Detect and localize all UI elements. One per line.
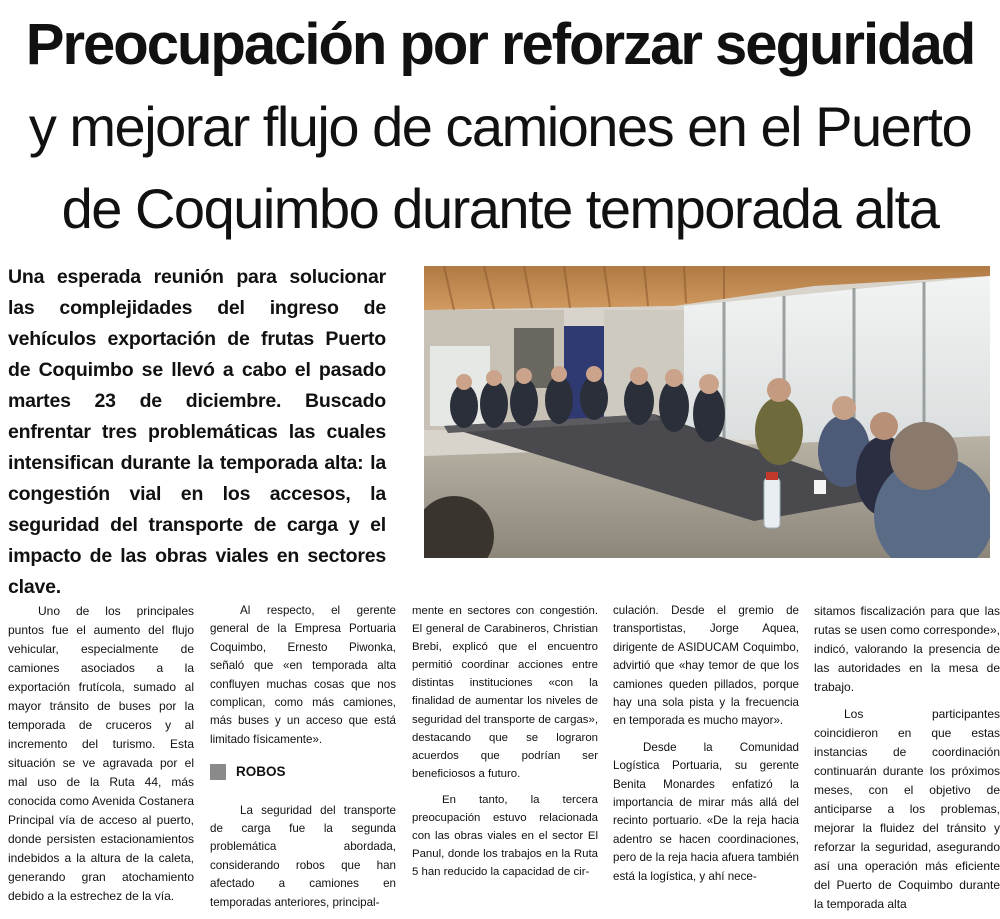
body-paragraph: sitamos fiscalización para que las rutas se usen como corresponde», indicó, valorando la presencia de las autoridades en la mesa de trabajo. [814, 604, 1000, 694]
body-column-3 [412, 602, 598, 881]
headline-line-1: Preocupación por reforzar seguridad [25, 12, 975, 77]
section-subhead [210, 763, 396, 781]
section-subhead-label: ROBOS [236, 764, 286, 780]
body-paragraph: En tanto, la tercera preocupación estuvo relacionada con las obras viales en el sector El Panul, donde los trabajos en la Ruta 5 han reducido la capacidad de cir- [412, 793, 598, 879]
headline-line-3: de Coquimbo durante temporada alta [61, 177, 939, 240]
body-paragraph: Uno de los principales puntos fue el aumento del flujo vehicular, especialmente de camiones asociados a la exportación frutícola, sumado al mayor tránsito de buses por la temporada de cruceros y al incremento del turismo. Esta situación se ve agravada por el mal uso de la Ruta 44, más conocida como Avenida Costanera Principal vía de acceso al puerto, donde persisten estacionamientos indebidos a la altura de la caleta, generando gran atochamiento debido a la estrechez de la vía. [8, 604, 194, 903]
body-paragraph: Desde la Comunidad Logística Portuaria, su gerente Benita Monardes enfatizó la importancia de mirar más allá del recinto portuario. «De la reja hacia adentro se hacen coordinaciones, pero de la reja hacia afuera también está la logística, y ahí nece- [613, 740, 799, 883]
square-bullet-icon [210, 764, 226, 780]
body-paragraph: culación. Desde el gremio de transportistas, Jorge Aquea, dirigente de ASIDUCAM Coquimbo, advirtió que «hay temor de que los camiones queden pillados, porque hay una sola pista y la frecuencia en temporada es mucho mayor». [613, 604, 799, 728]
body-column-2 [210, 602, 396, 912]
body-paragraph: Los participantes coincidieron en que estas instancias de coordinación continuarán durante los próximos meses, con el objetivo de anticiparse a los problemas, mejorar la fluidez del tránsito y reforzar la seguridad, asegurando así una operación más eficiente del Puerto de Coquimbo durante la temporada alta [814, 707, 1000, 911]
body-column-1 [8, 602, 194, 906]
headline [0, 4, 1000, 250]
body-paragraph: Al respecto, el gerente general de la Empresa Portuaria Coquimbo, Ernesto Piwonka, señaló que «en temporada alta confluyen muchas cosas que nos complican, como más camiones, más buses y un acceso que está limitado físicamente». [210, 604, 396, 746]
meeting-photo [424, 266, 990, 558]
body-paragraph: mente en sectores con congestión. El general de Carabineros, Christian Brebi, explicó que el encuentro permitió coordinar acciones entre distintas instituciones «con la finalidad de aumentar los niveles de seguridad del transporte de cargas», destacando que se lograron acuerdos que podrían ser beneficiosos a futuro. [412, 605, 598, 780]
body-column-4 [613, 602, 799, 886]
meeting-photo-illustration [424, 266, 990, 558]
headline-line-2: y mejorar flujo de camiones en el Puerto [28, 95, 972, 158]
lede-paragraph: Una esperada reunión para solucionar las complejidades del ingreso de vehículos exportación de frutas Puerto de Coquimbo se llevó a cabo el pasado martes 23 de diciembre. Buscado enfrentar tres problemáticas las cuales intensifican durante la temporada alta: la congestión vial en los accesos, la seguridad del transporte de carga y el impacto de las obras viales en sectores clave. [8, 266, 386, 598]
body-column-5 [814, 602, 1000, 914]
body-paragraph: La seguridad del transporte de carga fue la segunda problemática abordada, considerando robos que han afectado a camiones en temporadas anteriores, principal- [210, 803, 396, 909]
